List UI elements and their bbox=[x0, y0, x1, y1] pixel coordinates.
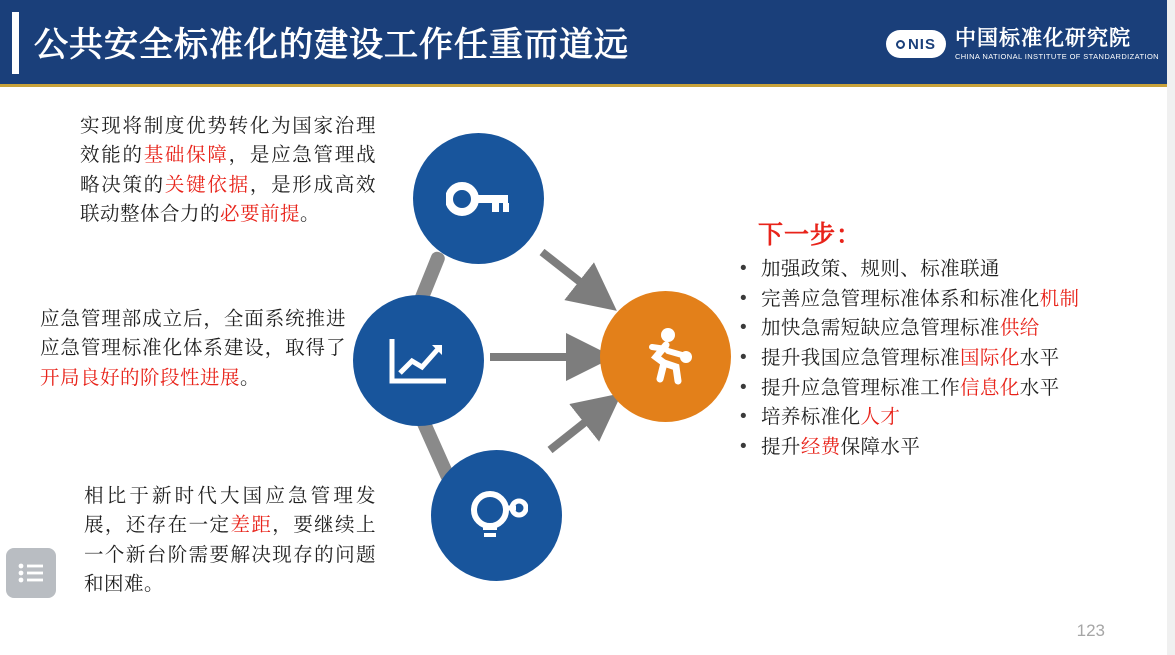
next-step-item bbox=[735, 285, 1165, 315]
next-step-item bbox=[735, 433, 1165, 463]
note-block-gap bbox=[84, 482, 376, 599]
key-icon bbox=[446, 179, 512, 219]
bullet-list-icon bbox=[18, 563, 44, 583]
page-title: 公共安全标准化的建设工作任重而道远 bbox=[34, 26, 629, 64]
slide-header bbox=[0, 0, 1175, 87]
highlighted-text: 经费 bbox=[800, 435, 841, 458]
plain-text: ，要继续上一个新台阶需要解决现存的问题和困难。 bbox=[84, 514, 376, 595]
highlighted-text: 关键依据 bbox=[164, 173, 250, 196]
note-block-progress bbox=[40, 305, 346, 393]
note-block-achievement-basis bbox=[80, 112, 376, 229]
running-person-icon bbox=[638, 327, 694, 387]
highlighted-text: 国际化 bbox=[960, 346, 1020, 369]
logo-dot-icon bbox=[896, 40, 905, 49]
logo-name-cn: 中国标准化研究院 bbox=[954, 26, 1131, 50]
next-step-item bbox=[735, 374, 1165, 404]
chart-node bbox=[353, 295, 484, 426]
plain-text: 。 bbox=[240, 366, 261, 389]
next-step-list bbox=[735, 255, 1165, 462]
logo-name-en: CHINA NATIONAL INSTITUTE OF STANDARDIZATION bbox=[954, 51, 1159, 61]
next-step-item bbox=[735, 344, 1165, 374]
arrow-key-to-runner bbox=[542, 252, 598, 296]
lightbulb-idea-icon bbox=[466, 488, 528, 544]
plain-text: 加快急需短缺应急管理标准 bbox=[761, 317, 1000, 340]
logo-mark-text: NIS bbox=[907, 35, 936, 53]
list-view-icon[interactable] bbox=[6, 548, 56, 598]
highlighted-text: 供给 bbox=[999, 317, 1040, 340]
highlighted-text: 基础保障 bbox=[143, 144, 229, 167]
plain-text: 水平 bbox=[1019, 376, 1060, 399]
plain-text: 。 bbox=[300, 202, 321, 225]
plain-text: 相比于新时代大国应急管理发展，还存在一定 bbox=[84, 485, 376, 537]
highlighted-text: 必要前提 bbox=[220, 202, 301, 225]
growth-chart-icon bbox=[388, 335, 450, 387]
title-accent-bar bbox=[12, 12, 19, 74]
plain-text: 提升 bbox=[761, 435, 801, 458]
logo-mark-icon bbox=[886, 30, 946, 58]
logo-text-block bbox=[955, 27, 1159, 62]
plain-text: 提升我国应急管理标准 bbox=[761, 346, 961, 369]
plain-text: 实现将制度优势转化为国家治理效能的 bbox=[80, 115, 376, 167]
next-step-item bbox=[735, 314, 1165, 344]
page-number: 123 bbox=[1076, 621, 1105, 640]
plain-text: 完善应急管理标准体系和标准化 bbox=[761, 287, 1040, 310]
plain-text: 水平 bbox=[1019, 346, 1060, 369]
plain-text: 应急管理部成立后，全面系统推进应急管理标准化体系建设，取得了 bbox=[40, 308, 346, 360]
plain-text: 提升应急管理标准工作 bbox=[761, 376, 961, 399]
next-step-item bbox=[735, 403, 1165, 433]
plain-text: ，是应急管理战略决策的 bbox=[80, 144, 376, 196]
highlighted-text: 差距 bbox=[230, 514, 273, 537]
highlighted-text: 人才 bbox=[860, 406, 901, 429]
plain-text: 保障水平 bbox=[840, 435, 921, 458]
highlighted-text: 机制 bbox=[1039, 287, 1080, 310]
plain-text: 加强政策、规则、标准联通 bbox=[761, 258, 1000, 280]
highlighted-text: 开局良好的阶段性进展 bbox=[40, 366, 241, 389]
next-step-title: 下一步： bbox=[758, 221, 863, 249]
plain-text: 培养标准化 bbox=[761, 406, 861, 429]
idea-node bbox=[431, 450, 562, 581]
key-node bbox=[413, 133, 544, 264]
arrow-idea-to-runner bbox=[550, 408, 603, 450]
next-step-item bbox=[735, 255, 1165, 285]
right-edge-strip bbox=[1167, 0, 1175, 655]
runner-node bbox=[600, 291, 731, 422]
organization-logo bbox=[886, 18, 1159, 70]
highlighted-text: 信息化 bbox=[960, 376, 1020, 399]
header-underline bbox=[0, 84, 1175, 87]
plain-text: ，是形成高效联动整体合力的 bbox=[80, 173, 376, 225]
